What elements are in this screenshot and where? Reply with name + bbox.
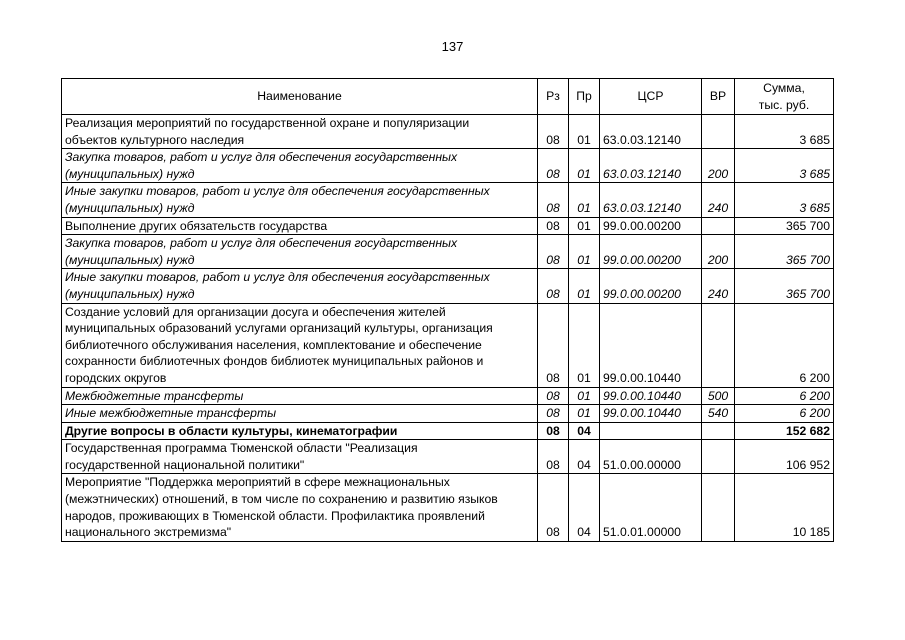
row-name-line: Реализация мероприятий по государственной охране и популяризации: [65, 116, 470, 130]
row-sum: 106 952: [735, 440, 834, 474]
row-vr: [702, 440, 735, 474]
row-csr: 99.0.00.00200: [600, 235, 702, 269]
row-name: [62, 183, 538, 217]
header-csr: ЦСР: [600, 79, 702, 115]
row-name: [62, 115, 538, 149]
row-name: [62, 474, 538, 541]
header-pr: Пр: [569, 79, 600, 115]
row-rz: 08: [538, 303, 569, 387]
row-pr: 01: [569, 115, 600, 149]
row-rz: 08: [538, 149, 569, 183]
row-rz: 08: [538, 405, 569, 423]
row-name-line: (муниципальных) нужд: [65, 286, 195, 301]
header-rz: Рз: [538, 79, 569, 115]
row-csr: 63.0.03.12140: [600, 149, 702, 183]
table-row: [62, 269, 834, 303]
table-row: [62, 387, 834, 405]
row-csr: [600, 422, 702, 440]
row-name: [62, 440, 538, 474]
row-name-line: Создание условий для организации досуга и обеспечения жителей: [65, 304, 446, 319]
row-sum: 3 685: [735, 115, 834, 149]
row-name-line: Другие вопросы в области культуры, кинематографии: [65, 423, 398, 438]
row-pr: 01: [569, 217, 600, 235]
header-sum: [735, 79, 834, 115]
table-row: [62, 303, 834, 387]
row-vr: 540: [702, 405, 735, 423]
row-name-line: объектов культурного наследия: [65, 132, 245, 147]
row-rz: 08: [538, 474, 569, 541]
row-name: [62, 422, 538, 440]
row-csr: 99.0.00.10440: [600, 303, 702, 387]
row-name: [62, 387, 538, 405]
row-rz: 08: [538, 183, 569, 217]
row-sum: 6 200: [735, 387, 834, 405]
row-pr: 01: [569, 183, 600, 217]
row-name-line: Закупка товаров, работ и услуг для обеспечения государственных: [65, 150, 458, 165]
row-csr: 99.0.00.10440: [600, 405, 702, 423]
row-name: [62, 303, 538, 387]
table-row: [62, 474, 834, 541]
row-pr: 01: [569, 149, 600, 183]
page-number: 137: [441, 39, 464, 54]
row-sum: 6 200: [735, 405, 834, 423]
row-name-line: муниципальных образований услугами организаций культуры, организация: [65, 321, 493, 336]
row-csr: 51.0.00.00000: [600, 440, 702, 474]
row-sum: 6 200: [735, 303, 834, 387]
table-row: [62, 149, 834, 183]
row-name-line: Межбюджетные трансферты: [65, 388, 244, 403]
row-pr: 01: [569, 405, 600, 423]
header-name: Наименование: [62, 79, 538, 115]
row-name-line: народов, проживающих в Тюменской области. Профилактика проявлений: [65, 508, 485, 523]
row-csr: 51.0.01.00000: [600, 474, 702, 541]
row-vr: [702, 422, 735, 440]
row-rz: 08: [538, 387, 569, 405]
row-name: [62, 405, 538, 423]
row-csr: 63.0.03.12140: [600, 183, 702, 217]
table-row: [62, 183, 834, 217]
table-row: [62, 440, 834, 474]
row-pr: 01: [569, 235, 600, 269]
row-sum: 152 682: [735, 422, 834, 440]
row-pr: 01: [569, 303, 600, 387]
row-name-line: Мероприятие "Поддержка мероприятий в сфере межнациональных: [65, 475, 450, 490]
table-row: [62, 115, 834, 149]
table-row: [62, 217, 834, 235]
row-sum: 3 685: [735, 183, 834, 217]
row-name-line: (муниципальных) нужд: [65, 166, 195, 181]
row-name-line: городских округов: [65, 370, 167, 385]
row-sum: 365 700: [735, 217, 834, 235]
row-rz: 08: [538, 115, 569, 149]
table-row: [62, 405, 834, 423]
row-name-line: Иные закупки товаров, работ и услуг для обеспечения государственных: [65, 184, 490, 199]
row-vr: 240: [702, 269, 735, 303]
row-name-line: (муниципальных) нужд: [65, 200, 195, 215]
row-csr: 99.0.00.00200: [600, 217, 702, 235]
row-name: [62, 235, 538, 269]
row-vr: [702, 217, 735, 235]
row-name-line: Выполнение других обязательств государства: [65, 218, 328, 233]
row-rz: 08: [538, 440, 569, 474]
header-vr: ВР: [702, 79, 735, 115]
row-name-line: национального экстремизма": [65, 525, 232, 540]
row-name-line: государственной национальной политики": [65, 457, 305, 472]
row-rz: 08: [538, 422, 569, 440]
row-csr: 63.0.03.12140: [600, 115, 702, 149]
row-pr: 04: [569, 474, 600, 541]
table-row: [62, 235, 834, 269]
row-name: [62, 269, 538, 303]
row-csr: 99.0.00.10440: [600, 387, 702, 405]
row-name-line: Иные закупки товаров, работ и услуг для обеспечения государственных: [65, 270, 490, 285]
row-pr: 04: [569, 422, 600, 440]
table-row: [62, 422, 834, 440]
row-name: [62, 149, 538, 183]
row-sum: 10 185: [735, 474, 834, 541]
row-name-line: (межэтнических) отношений, в том числе по сохранению и развитию языков: [65, 492, 498, 507]
row-name-line: Иные межбюджетные трансферты: [65, 406, 277, 421]
row-pr: 01: [569, 387, 600, 405]
row-name: [62, 217, 538, 235]
row-name-line: библиотечного обслуживания населения, комплектование и обеспечение: [65, 337, 482, 352]
table-body: [62, 115, 834, 542]
row-rz: 08: [538, 217, 569, 235]
header-sum-line1: Сумма,: [763, 80, 805, 95]
row-vr: [702, 115, 735, 149]
row-name-line: сохранности библиотечных фондов библиотек муниципальных районов и: [65, 354, 484, 369]
row-sum: 3 685: [735, 149, 834, 183]
budget-table: [61, 78, 834, 542]
row-csr: 99.0.00.00200: [600, 269, 702, 303]
row-name-line: (муниципальных) нужд: [65, 252, 195, 267]
row-rz: 08: [538, 269, 569, 303]
row-sum: 365 700: [735, 269, 834, 303]
row-vr: 240: [702, 183, 735, 217]
row-vr: [702, 303, 735, 387]
row-name-line: Государственная программа Тюменской области "Реализация: [65, 441, 418, 456]
row-vr: [702, 474, 735, 541]
row-pr: 01: [569, 269, 600, 303]
row-sum: 365 700: [735, 235, 834, 269]
row-vr: 200: [702, 149, 735, 183]
row-pr: 04: [569, 440, 600, 474]
table-header-row: [62, 79, 834, 115]
row-rz: 08: [538, 235, 569, 269]
row-vr: 500: [702, 387, 735, 405]
row-name-line: Закупка товаров, работ и услуг для обеспечения государственных: [65, 236, 458, 251]
row-vr: 200: [702, 235, 735, 269]
header-sum-line2: тыс. руб.: [758, 97, 810, 112]
